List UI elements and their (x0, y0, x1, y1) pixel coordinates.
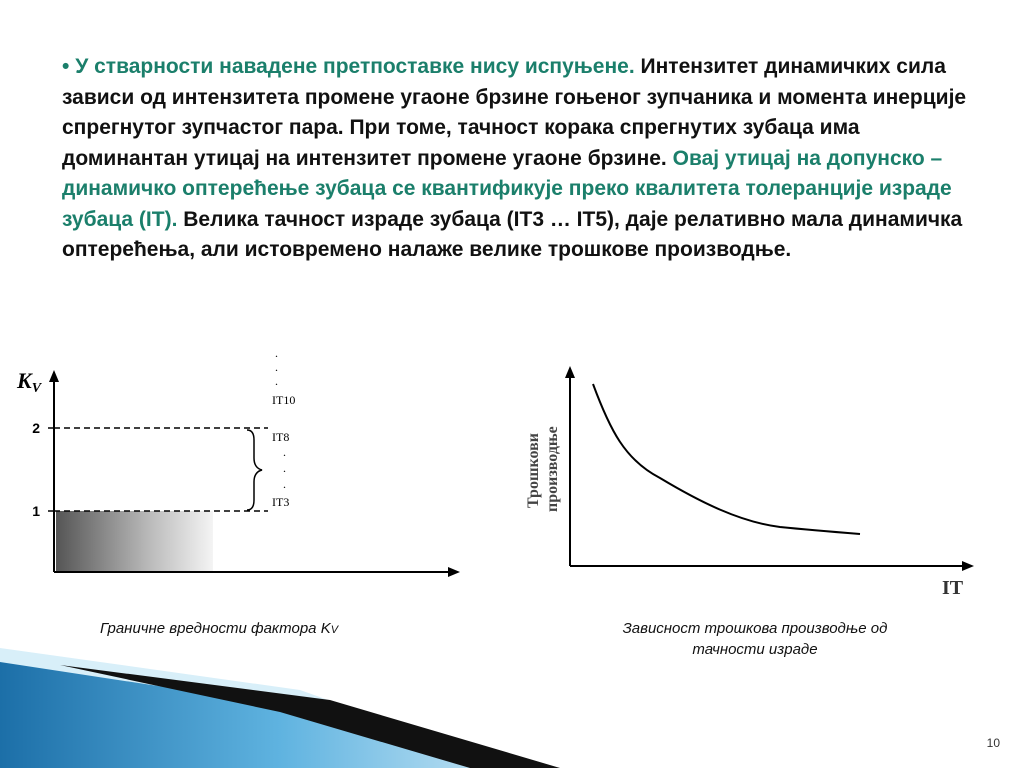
dot-6: . (283, 477, 286, 491)
label-it8: IT8 (272, 430, 290, 444)
right-y-arrow (565, 366, 575, 378)
text-segment-4: Велика тачност израде зубаца (IT3 … IT5), даје релативно мала динамичка оптерећења, али истовремено налаже велике трошкове производње. (62, 207, 963, 261)
label-it3: IT3 (272, 495, 290, 509)
right-y-label-line2: производње (544, 426, 561, 512)
dot-1: . (275, 346, 278, 360)
dot-4: . (283, 445, 286, 459)
right-caption-line1: Зависност трошкова производње од (622, 620, 888, 637)
text-segment-2: Интензитет динамичких сила зависи од интензитета промене угаоне брзине гоњеног зупчаника и момента инерције спрегнутог зупчастог пара. При томе, тачност корака спрегнутих зубаца има доминантан утицај на интензитет промене угаоне брзине. (62, 55, 967, 170)
text-segment-1: У стварности навадене претпоставке нису испуњене. (75, 55, 635, 78)
right-x-label: IT (942, 577, 964, 599)
text-segment-3: Овај утицај на допунско – динамичко оптерећење зубаца се квантификује преко квалитета толеранције израде зубаца (IT). (62, 146, 952, 231)
left-tick-label-2: 2 (32, 420, 40, 436)
right-chart-caption (585, 618, 925, 660)
dot-5: . (283, 461, 286, 475)
right-y-label-line1: Трошкови (525, 433, 542, 508)
dot-2: . (275, 360, 278, 374)
cost-curve (593, 384, 860, 534)
left-caption-main: Граничне вредности фактора K (100, 620, 331, 637)
right-caption-line2: тачности израде (692, 641, 818, 658)
left-caption-sub: V (330, 624, 339, 636)
bullet-marker: • (62, 55, 70, 78)
dot-3: . (275, 374, 278, 388)
left-chart-caption (100, 620, 400, 637)
page-number: 10 (986, 736, 1000, 750)
left-tick-label-1: 1 (32, 503, 40, 519)
right-x-arrow (962, 561, 974, 571)
left-y-label: KV (17, 368, 42, 396)
label-it10: IT10 (272, 393, 296, 407)
